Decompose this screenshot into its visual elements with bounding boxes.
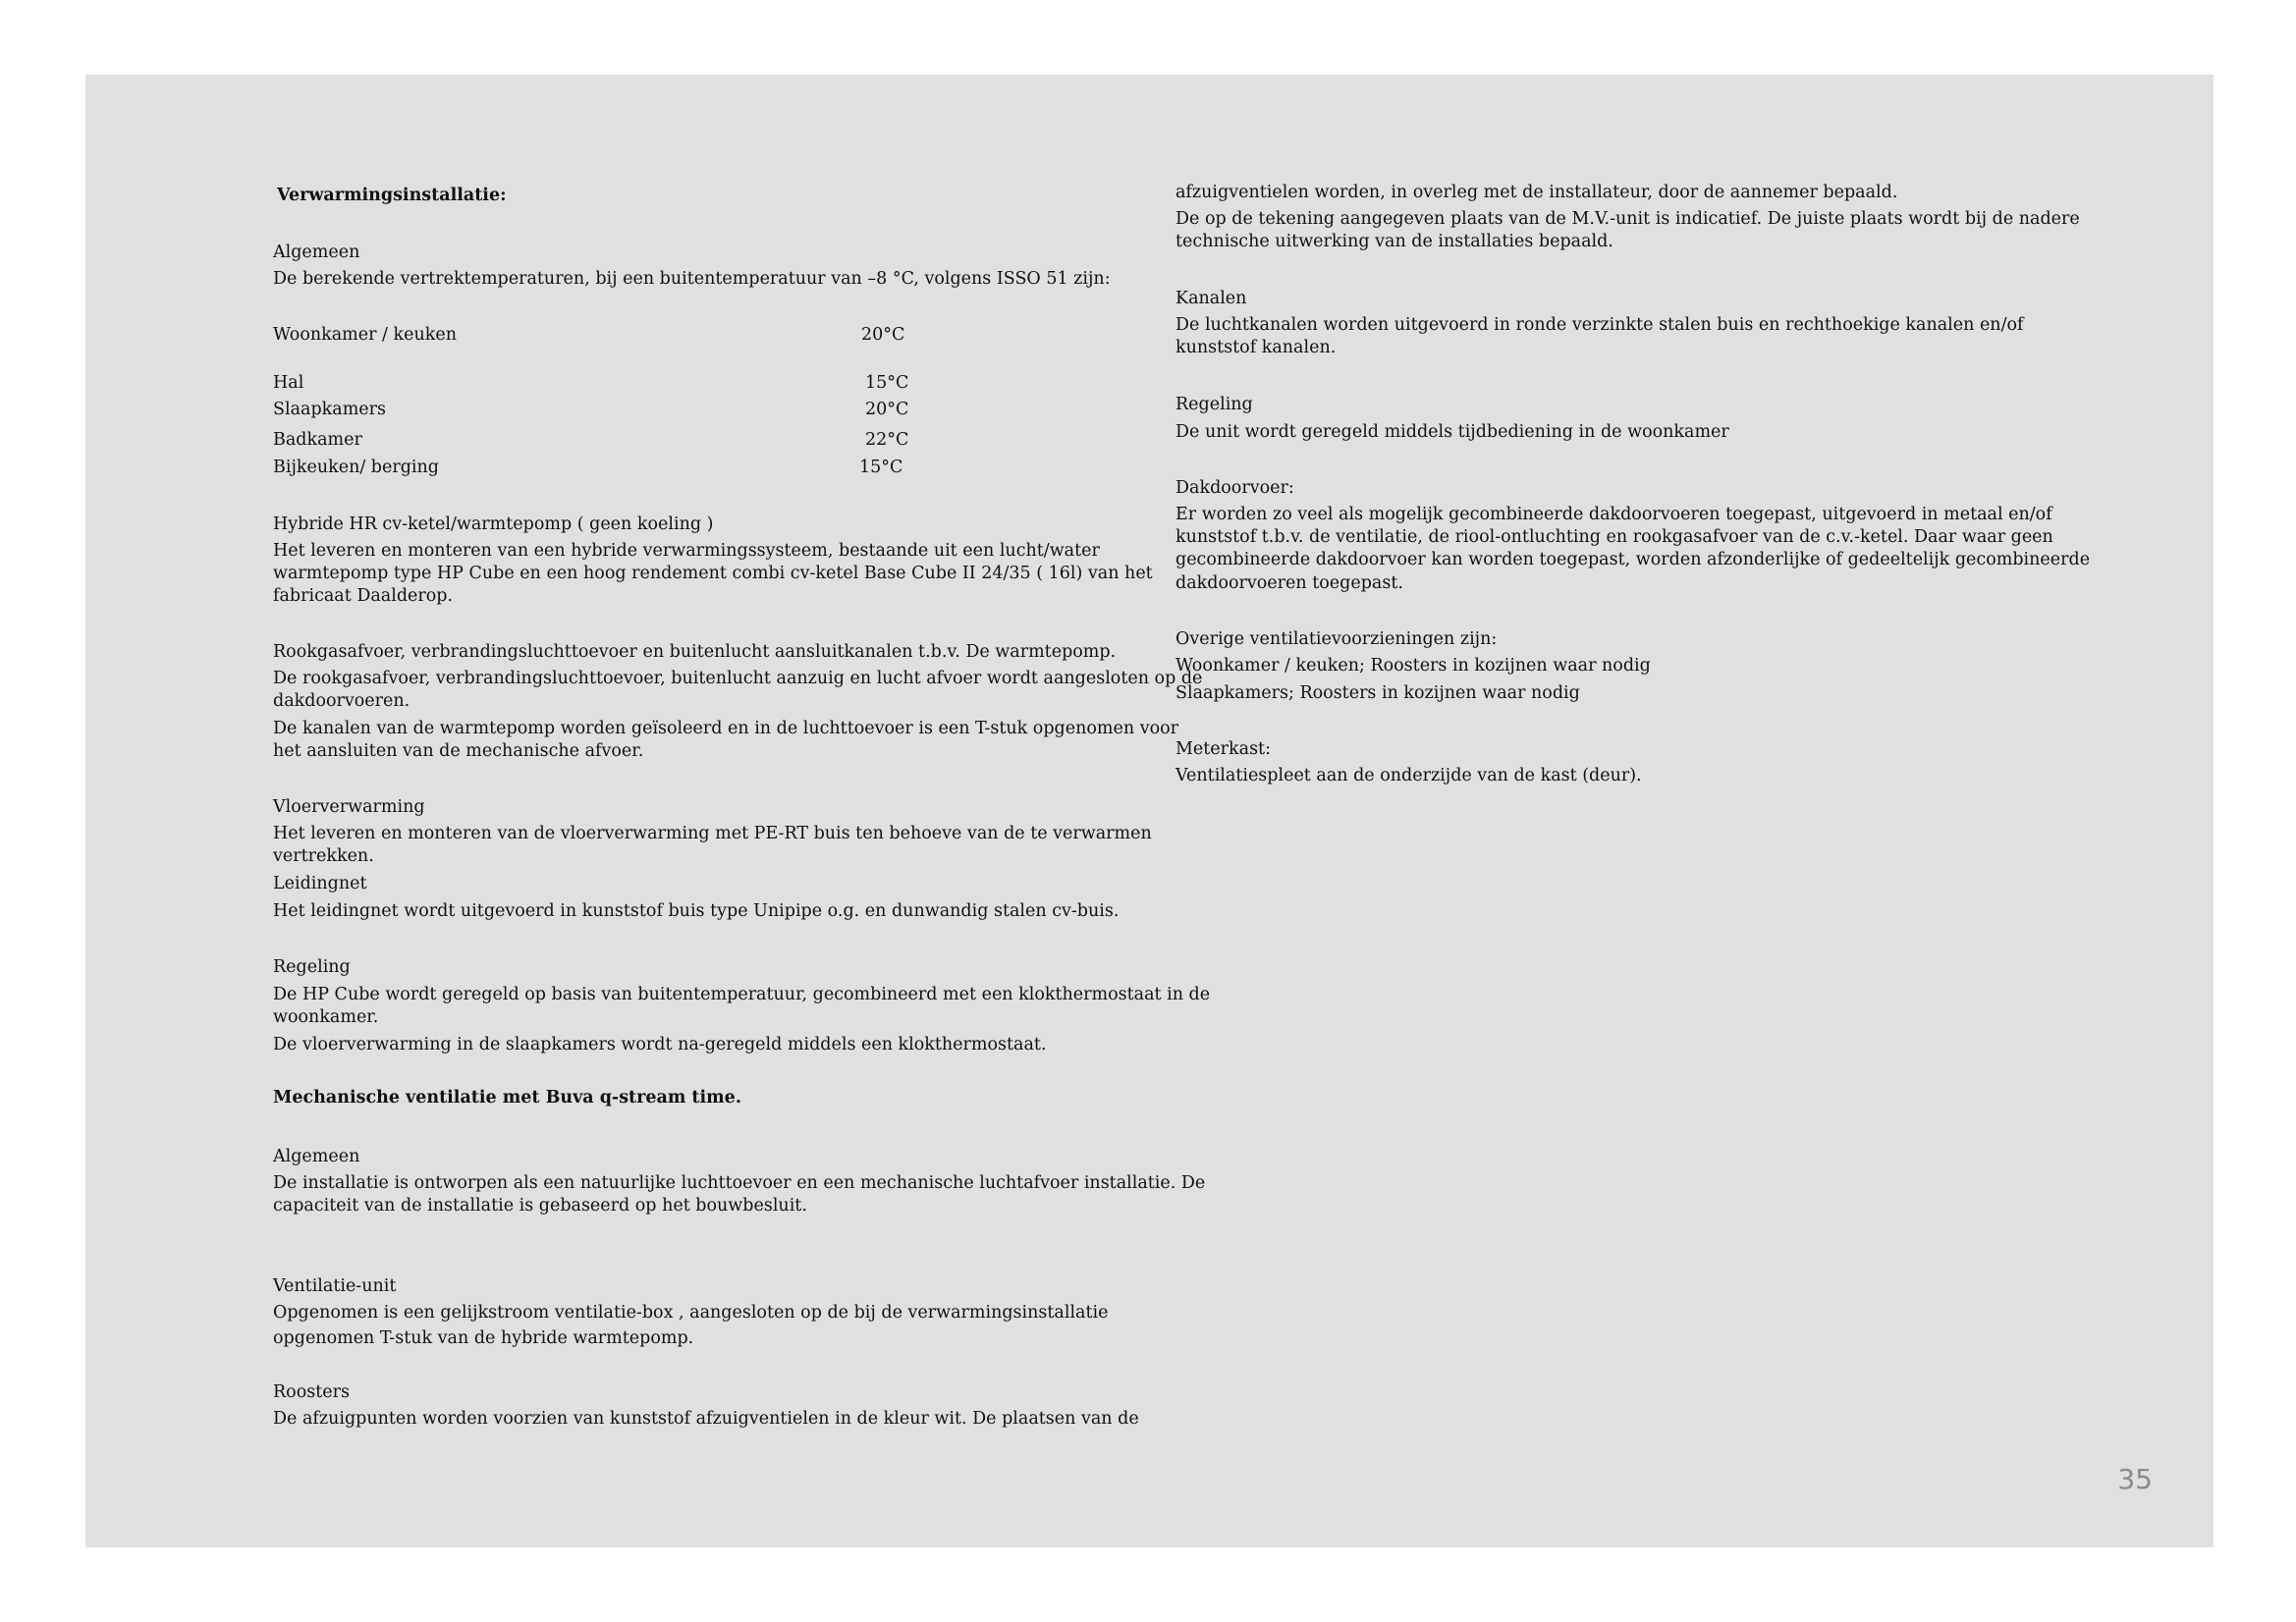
cont-text: afzuigventielen worden, in overleg met de installateur, door de aannemer bepaald. <box>1175 183 1898 202</box>
temp-value: 20°C <box>865 400 909 419</box>
heating-heading: Verwarmingsinstallatie: <box>277 186 507 205</box>
temp-room: Slaapkamers <box>273 400 386 419</box>
temp-room: Hal <box>273 373 304 393</box>
page-number: 35 <box>2117 1463 2153 1495</box>
kanalen-text-line: kunststof kanalen. <box>1175 338 1337 357</box>
rookgas-text-line: De rookgasafvoer, verbrandingsluchttoevoer, buitenlucht aanzuig en lucht afvoer wordt aangesloten op de <box>273 669 1203 688</box>
rookgas-text-line: De kanalen van de warmtepomp worden geïsoleerd en in de luchttoevoer is een T-stuk opgenomen voor <box>273 719 1179 738</box>
algemeen-text: De berekende vertrektemperaturen, bij een buitentemperatuur van –8 °C, volgens ISSO 51 zijn: <box>273 269 1111 289</box>
algemeen2-title: Algemeen <box>273 1147 360 1166</box>
kanalen-text-line: De luchtkanalen worden uitgevoerd in ronde verzinkte stalen buis en rechthoekige kanalen en/of <box>1175 315 2024 335</box>
regeling-text-line: woonkamer. <box>273 1007 379 1027</box>
kanalen-title: Kanalen <box>1175 289 1247 308</box>
overige-item: Woonkamer / keuken; Roosters in kozijnen waar nodig <box>1175 656 1651 676</box>
dak-text-line: dakdoorvoeren toegepast. <box>1175 573 1403 593</box>
hybride-text-line: warmtepomp type HP Cube en een hoog rendement combi cv-ketel Base Cube II 24/35 ( 16l) van het <box>273 564 1153 583</box>
temp-value: 20°C <box>861 325 905 345</box>
rookgas-title: Rookgasafvoer, verbrandingsluchttoevoer en buitenlucht aansluitkanalen t.b.v. De warmtepomp. <box>273 642 1117 662</box>
algemeen-title: Algemeen <box>273 243 360 262</box>
cont-text-line: technische uitwerking van de installaties bepaald. <box>1175 232 1613 251</box>
temp-value: 22°C <box>865 430 909 450</box>
vloer-title: Vloerverwarming <box>273 797 425 817</box>
cont-text-line: De op de tekening aangegeven plaats van de M.V.-unit is indicatief. De juiste plaats wordt bij de nadere <box>1175 209 2080 229</box>
temp-room: Bijkeuken/ berging <box>273 458 440 477</box>
unit-text-line: Opgenomen is een gelijkstroom ventilatie-box , aangesloten op de bij de verwarmingsinstallatie <box>273 1303 1109 1323</box>
temp-room: Badkamer <box>273 430 362 450</box>
vloer-text-line: vertrekken. <box>273 846 374 866</box>
leiding-text: Het leidingnet wordt uitgevoerd in kunststof buis type Unipipe o.g. en dunwandig stalen cv-buis. <box>273 901 1120 921</box>
rookgas-text-line: dakdoorvoeren. <box>273 691 410 711</box>
leiding-title: Leidingnet <box>273 874 367 893</box>
unit-text-line: opgenomen T-stuk van de hybride warmtepomp. <box>273 1328 694 1348</box>
overige-title: Overige ventilatievoorzieningen zijn: <box>1175 629 1498 649</box>
regeling-right-title: Regeling <box>1175 395 1253 414</box>
hybride-title: Hybride HR cv-ketel/warmtepomp ( geen koeling ) <box>273 514 714 534</box>
meter-text: Ventilatiespleet aan de onderzijde van de kast (deur). <box>1175 766 1642 785</box>
rookgas-text-line: het aansluiten van de mechanische afvoer. <box>273 741 644 761</box>
dak-text-line: gecombineerde dakdoorvoer kan worden toegepast, worden afzonderlijke of gedeeltelijk gecombineerde <box>1175 550 2091 569</box>
meter-title: Meterkast: <box>1175 739 1271 759</box>
dak-title: Dakdoorvoer: <box>1175 478 1294 498</box>
document-page <box>85 75 2214 1547</box>
roosters-text: De afzuigpunten worden voorzien van kunststof afzuigventielen in de kleur wit. De plaatsen van de <box>273 1409 1139 1429</box>
temp-room: Woonkamer / keuken <box>273 325 457 345</box>
regeling-title: Regeling <box>273 957 351 977</box>
algemeen2-text-line: De installatie is ontworpen als een natuurlijke luchttoevoer en een mechanische luchtafvoer installatie. De <box>273 1173 1206 1193</box>
roosters-title: Roosters <box>273 1382 350 1402</box>
hybride-text-line: Het leveren en monteren van een hybride verwarmingssysteem, bestaande uit een lucht/water <box>273 541 1100 561</box>
dak-text-line: kunststof t.b.v. de ventilatie, de riool-ontluchting en rookgasafvoer van de c.v.-ketel. Daar waar geen <box>1175 527 2053 547</box>
regeling-right-text: De unit wordt geregeld middels tijdbediening in de woonkamer <box>1175 422 1729 442</box>
algemeen2-text-line: capaciteit van de installatie is gebaseerd op het bouwbesluit. <box>273 1196 807 1216</box>
temp-value: 15°C <box>859 458 903 477</box>
regeling-text-line: De vloerverwarming in de slaapkamers wordt na-geregeld middels een klokthermostaat. <box>273 1035 1047 1054</box>
dak-text-line: Er worden zo veel als mogelijk gecombineerde dakdoorvoeren toegepast, uitgevoerd in metaal en/of <box>1175 505 2052 524</box>
overige-item: Slaapkamers; Roosters in kozijnen waar nodig <box>1175 683 1580 703</box>
unit-title: Ventilatie-unit <box>273 1276 397 1296</box>
temp-value: 15°C <box>865 373 909 393</box>
ventilation-heading: Mechanische ventilatie met Buva q-stream time. <box>273 1088 741 1108</box>
hybride-text-line: fabricaat Daalderop. <box>273 586 454 606</box>
vloer-text-line: Het leveren en monteren van de vloerverwarming met PE-RT buis ten behoeve van de te verwarmen <box>273 824 1152 843</box>
regeling-text-line: De HP Cube wordt geregeld op basis van buitentemperatuur, gecombineerd met een klokthermostaat in de <box>273 985 1211 1004</box>
